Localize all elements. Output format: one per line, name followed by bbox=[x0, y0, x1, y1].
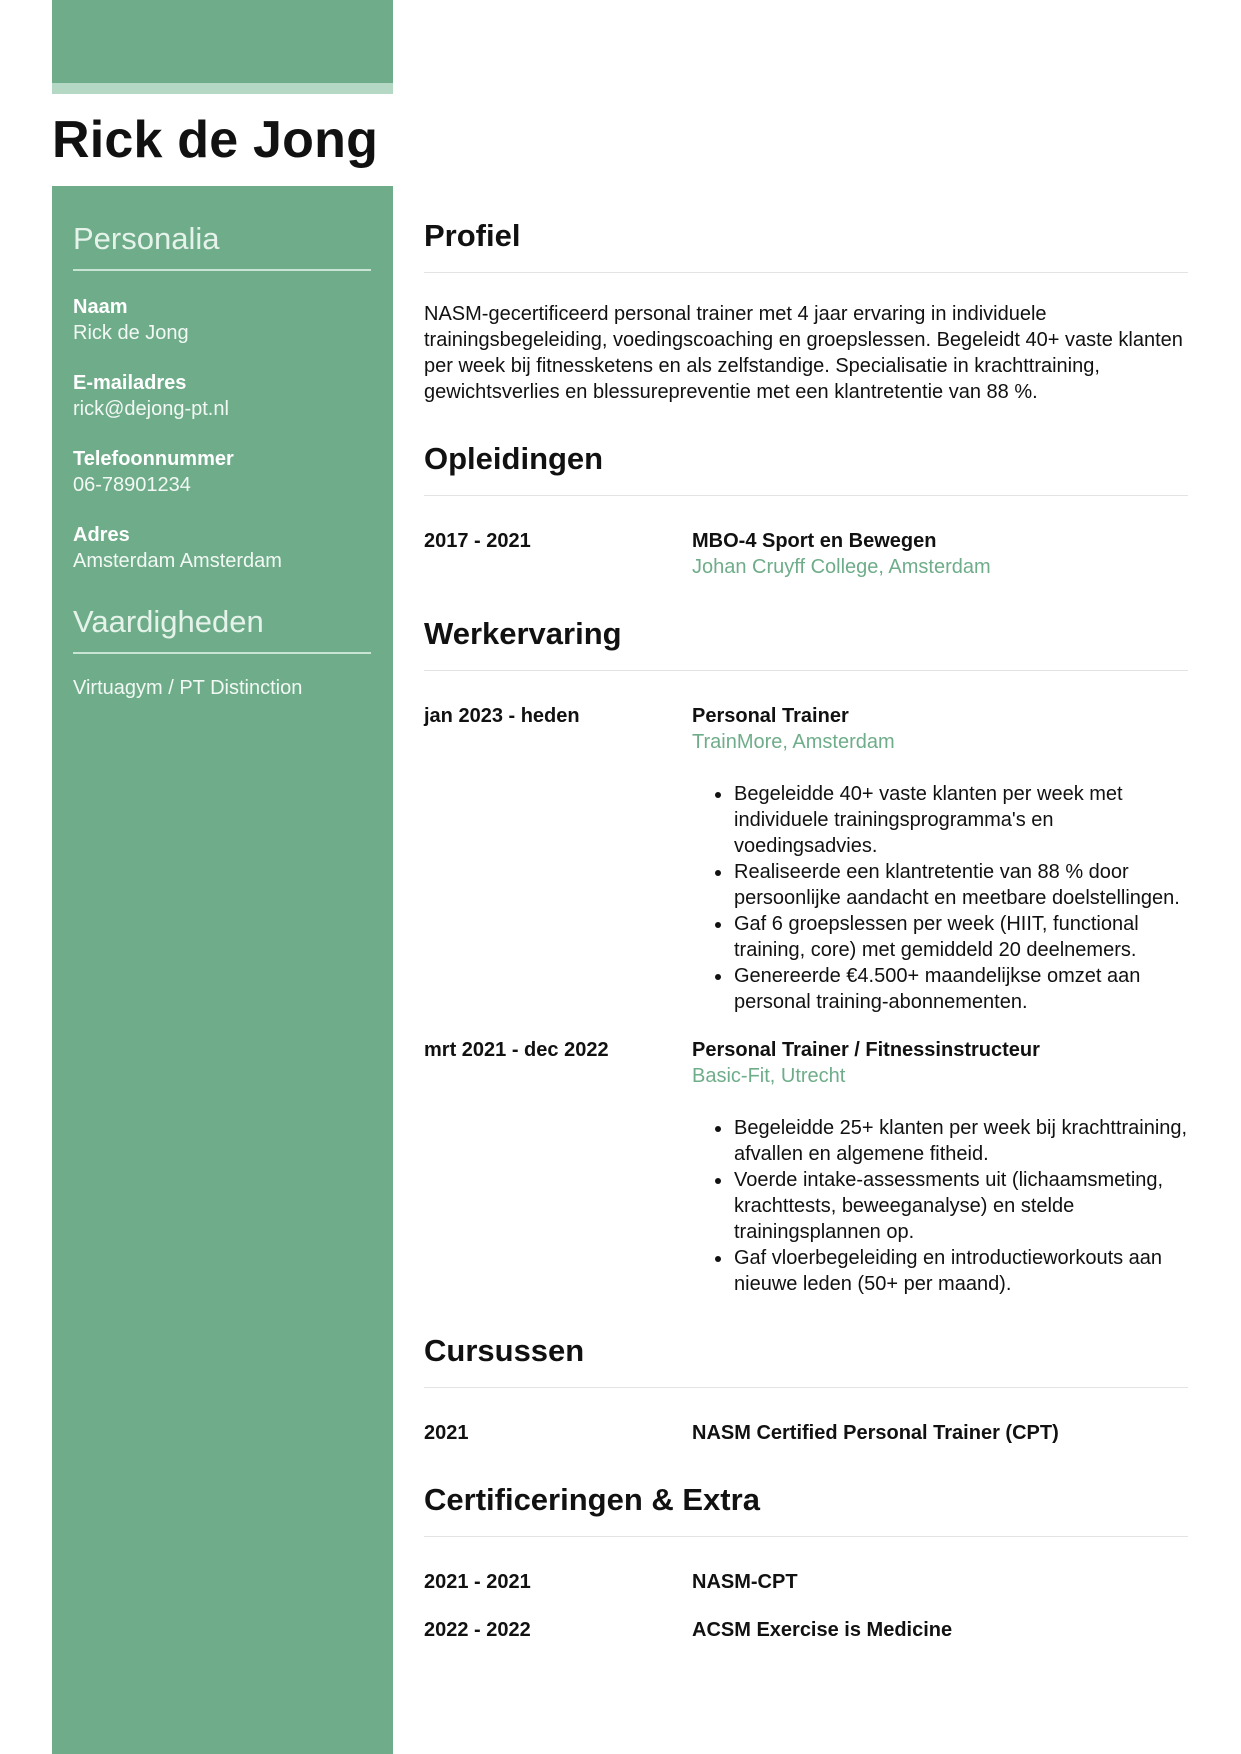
profile-heading: Profiel bbox=[424, 218, 521, 253]
sidebar-item-phone bbox=[73, 446, 371, 498]
entry-org: Basic-Fit, Utrecht bbox=[692, 1065, 846, 1087]
page-title: Rick de Jong bbox=[52, 111, 379, 169]
certification-entry bbox=[424, 1569, 1188, 1595]
address-label: Adres bbox=[73, 524, 130, 546]
entry-body bbox=[692, 1037, 1188, 1297]
skills-value: Virtuagym / PT Distinction bbox=[73, 677, 303, 699]
phone-value: 06-78901234 bbox=[73, 474, 191, 496]
education-section bbox=[424, 439, 1188, 580]
list-item: • Genereerde €4.500+ maandelijkse omzet aan personal training-abonnementen. bbox=[733, 963, 1188, 1015]
education-heading: Opleidingen bbox=[424, 441, 604, 476]
courses-section bbox=[424, 1331, 1188, 1446]
sidebar-content bbox=[73, 186, 371, 701]
main-content bbox=[424, 200, 1188, 1643]
entry-title: NASM Certified Personal Trainer (CPT) bbox=[692, 1422, 1059, 1444]
personalia-heading: Personalia bbox=[73, 221, 220, 256]
sidebar-item-address bbox=[73, 522, 371, 574]
entry-body bbox=[692, 1420, 1188, 1446]
bullet-list bbox=[692, 1115, 1188, 1297]
sidebar-item-name bbox=[73, 294, 371, 346]
entry-date: 2021 bbox=[424, 1422, 469, 1444]
name-label: Naam bbox=[73, 296, 128, 318]
entry-body bbox=[692, 528, 1188, 580]
list-item: • Begeleidde 40+ vaste klanten per week met individuele trainingsprogramma's en voedingsadvies. bbox=[733, 781, 1188, 859]
work-entry bbox=[424, 1037, 1188, 1297]
education-entry bbox=[424, 528, 1188, 580]
certifications-divider bbox=[424, 1536, 1188, 1537]
entry-body bbox=[692, 1569, 1188, 1595]
personalia-divider bbox=[73, 269, 371, 271]
email-value[interactable]: rick@dejong-pt.nl bbox=[73, 398, 229, 420]
bullet-list bbox=[692, 781, 1188, 1015]
work-section bbox=[424, 614, 1188, 1297]
list-item: • Gaf 6 groepslessen per week (HIIT, functional training, core) met gemiddeld 20 deelnemers. bbox=[733, 911, 1188, 963]
list-item: • Begeleidde 25+ klanten per week bij krachttraining, afvallen en algemene fitheid. bbox=[733, 1115, 1188, 1167]
work-entry bbox=[424, 703, 1188, 1015]
sidebar-top-block bbox=[52, 0, 393, 83]
entry-body bbox=[692, 703, 1188, 1015]
profile-text: NASM-gecertificeerd personal trainer met 4 jaar ervaring in individuele trainingsbegeleiding, voedingscoaching en groepslessen. Begeleidt 40+ vaste klanten per week bij fitnessketens en als zelfstandige. Specialisatie in krachttraining, gewichtsverlies en blessurepreventie met een klantretentie van 88 %. bbox=[424, 303, 1183, 403]
entry-date: jan 2023 - heden bbox=[424, 705, 580, 727]
name-value: Rick de Jong bbox=[73, 322, 189, 344]
skills-divider bbox=[73, 652, 371, 654]
address-value: Amsterdam Amsterdam bbox=[73, 550, 282, 572]
list-item: • Realiseerde een klantretentie van 88 % door persoonlijke aandacht en meetbare doelstellingen. bbox=[733, 859, 1188, 911]
entry-org: TrainMore, Amsterdam bbox=[692, 731, 895, 753]
sidebar-accent-band bbox=[52, 83, 393, 94]
work-divider bbox=[424, 670, 1188, 671]
certification-entry bbox=[424, 1617, 1188, 1643]
work-heading: Werkervaring bbox=[424, 616, 622, 651]
certifications-heading: Certificeringen & Extra bbox=[424, 1482, 760, 1517]
profile-divider bbox=[424, 272, 1188, 273]
entry-title: Personal Trainer / Fitnessinstructeur bbox=[692, 1039, 1040, 1061]
email-label: E-mailadres bbox=[73, 372, 187, 394]
courses-heading: Cursussen bbox=[424, 1333, 585, 1368]
profile-section bbox=[424, 216, 1188, 405]
list-item: • Gaf vloerbegeleiding en introductieworkouts aan nieuwe leden (50+ per maand). bbox=[733, 1245, 1188, 1297]
entry-title: ACSM Exercise is Medicine bbox=[692, 1619, 953, 1641]
courses-divider bbox=[424, 1387, 1188, 1388]
entry-title: Personal Trainer bbox=[692, 705, 849, 727]
certifications-section bbox=[424, 1480, 1188, 1643]
entry-body bbox=[692, 1617, 1188, 1643]
entry-date: mrt 2021 - dec 2022 bbox=[424, 1039, 609, 1061]
course-entry bbox=[424, 1420, 1188, 1446]
skills-heading: Vaardigheden bbox=[73, 604, 264, 639]
entry-title: MBO-4 Sport en Bewegen bbox=[692, 530, 937, 552]
sidebar-item-email bbox=[73, 370, 371, 422]
entry-date: 2021 - 2021 bbox=[424, 1571, 531, 1593]
entry-date: 2022 - 2022 bbox=[424, 1619, 531, 1641]
education-divider bbox=[424, 495, 1188, 496]
list-item: • Voerde intake-assessments uit (lichaamsmeting, krachttests, beweeganalyse) en stelde trainingsplannen op. bbox=[733, 1167, 1188, 1245]
entry-org: Johan Cruyff College, Amsterdam bbox=[692, 556, 991, 578]
entry-date: 2017 - 2021 bbox=[424, 530, 531, 552]
phone-label: Telefoonnummer bbox=[73, 448, 234, 470]
entry-title: NASM-CPT bbox=[692, 1571, 798, 1593]
